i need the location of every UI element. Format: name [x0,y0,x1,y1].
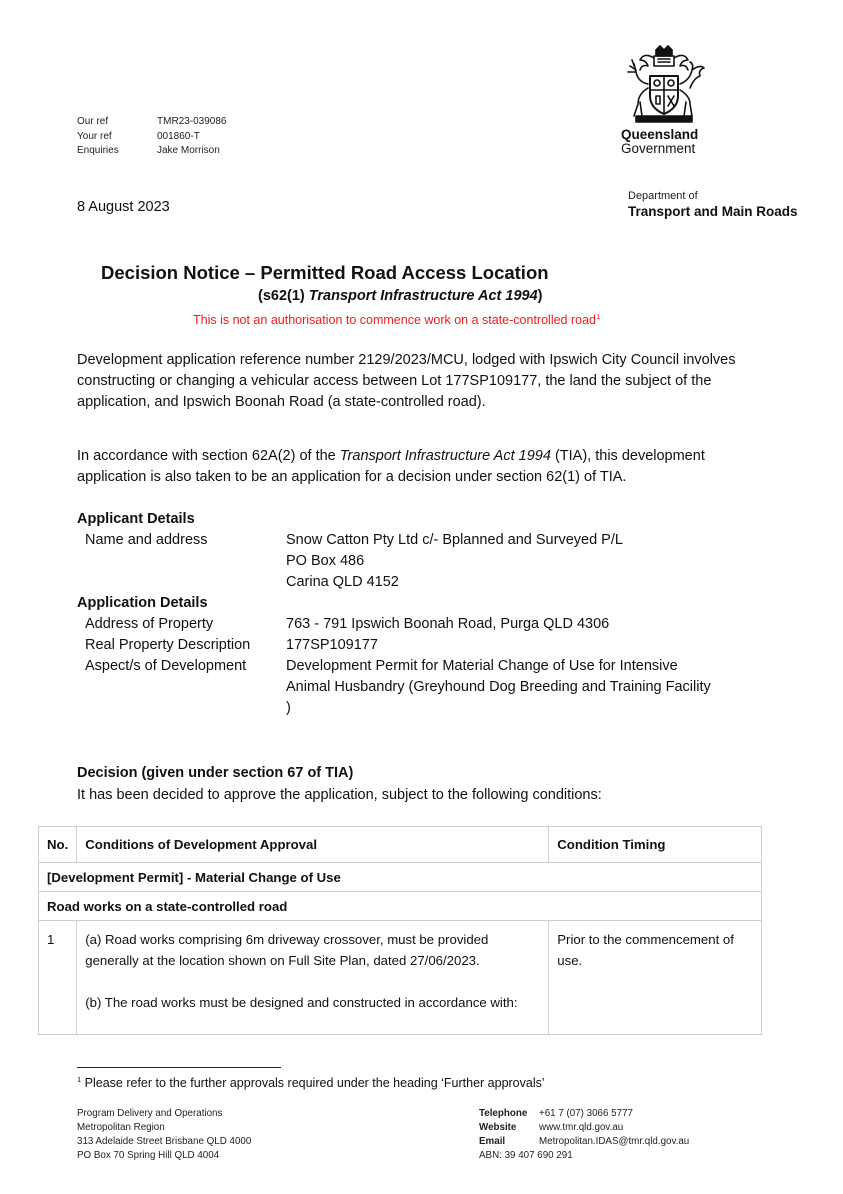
details-section [77,509,777,719]
property-address-value: 763 - 791 Ipswich Boonah Road, Purga QLD 4306 [286,616,610,632]
queensland-coat-of-arms-icon [620,44,708,126]
applicant-name-label: Name and address [85,532,208,548]
accordance-paragraph [77,446,777,488]
your-ref-row [77,130,226,145]
footnote-divider [77,1067,281,1068]
footer-address-line: Program Delivery and Operations [77,1108,223,1119]
property-address-label: Address of Property [85,616,214,632]
footer-address [77,1107,251,1163]
our-ref-label: Our ref [77,116,109,127]
enquiries-label: Enquiries [77,145,119,156]
subtitle-act: Transport Infrastructure Act 1994 [308,288,538,304]
applicant-line: Snow Catton Pty Ltd c/- Bplanned and Surveyed P/L [286,532,623,548]
table-row [39,921,762,1035]
logo-line-queensland: Queensland [621,127,699,142]
footer-contacts [479,1107,689,1163]
header-no: No. [39,827,77,863]
real-property-label: Real Property Description [85,637,251,653]
our-ref-value: TMR23-039086 [157,116,227,127]
page-title: Decision Notice – Permitted Road Access Location [101,262,549,283]
logo-line-government: Government [621,141,696,156]
real-property-value: 177SP109177 [286,637,378,653]
queensland-government-logo [620,44,712,156]
aspect-label: Aspect/s of Development [85,658,247,674]
table-header-row [39,827,762,863]
p2-act: Transport Infrastructure Act 1994 [339,448,551,464]
applicant-line: PO Box 486 [286,553,365,569]
table-section-row [39,892,762,921]
telephone-value: +61 7 (07) 3066 5777 [539,1108,633,1119]
footnote-text: Please refer to the further approvals required under the heading ‘Further approvals’ [81,1076,545,1091]
our-ref-row [77,115,226,130]
email-row [479,1135,689,1149]
decision-text: It has been decided to approve the application, subject to the following conditions: [77,787,602,803]
subtitle-suffix: ) [537,288,543,304]
telephone-row [479,1107,689,1121]
conditions-table [38,826,762,1035]
table-section-row [39,863,762,892]
condition-b: (b) The road works must be designed and constructed in accordance with: [85,995,518,1010]
reference-block [77,115,226,159]
spacer [85,971,540,992]
real-property-row [77,635,777,656]
department-block [628,190,798,221]
warning-notice [193,312,600,327]
telephone-label: Telephone [479,1108,528,1119]
department-prefix: Department of [628,190,698,202]
footnote-marker: 1 [77,1075,82,1084]
applicant-line: Carina QLD 4152 [286,574,399,590]
letter-date: 8 August 2023 [77,199,170,215]
enquiries-row [77,144,226,159]
your-ref-label: Your ref [77,130,112,142]
department-name: Transport and Main Roads [628,204,798,219]
aspect-row [77,656,777,719]
abn: ABN: 39 407 690 291 [479,1150,573,1161]
application-details-heading: Application Details [77,595,208,611]
header-conditions: Conditions of Development Approval [77,827,549,863]
website-label: Website [479,1122,517,1133]
warning-text: This is not an authorisation to commence work on a state-controlled road [193,313,596,328]
header-timing: Condition Timing [549,827,762,863]
property-address-row [77,614,777,635]
condition-number: 1 [39,921,77,1035]
enquiries-value: Jake Morrison [157,145,220,156]
email-link[interactable]: Metropolitan.IDAS@tmr.qld.gov.au [539,1136,690,1147]
p2-before: In accordance with section 62A(2) of the [77,448,340,464]
applicant-name-value [286,530,777,593]
footer-address-line: Metropolitan Region [77,1122,165,1133]
condition-text [77,921,549,1035]
aspect-value: Development Permit for Material Change of Use for Intensive Animal Husbandry (Greyhound Dog Breeding and Training Facility ) [286,658,711,716]
section-development-permit: [Development Permit] - Material Change of Use [39,863,762,892]
footer-address-line: PO Box 70 Spring Hill QLD 4004 [77,1150,220,1161]
subtitle-prefix: (s62(1) [258,288,309,304]
page-subtitle [258,288,542,304]
condition-a: (a) Road works comprising 6m driveway crossover, must be provided generally at the location shown on Full Site Plan, dated 27/06/2023. [85,932,489,968]
applicant-details-heading: Applicant Details [77,511,195,527]
footnote [77,1075,545,1090]
section-road-works: Road works on a state-controlled road [39,892,762,921]
footer-address-line: 313 Adelaide Street Brisbane QLD 4000 [77,1136,252,1147]
email-label: Email [479,1136,506,1147]
intro-paragraph: Development application reference number 2129/2023/MCU, lodged with Ipswich City Council involves constructing or changing a vehicular access between Lot 177SP109177, the land the subject of the application, and Ipswich Boonah Road (a state-controlled road). [77,352,736,410]
p2-after: (TIA), this development application is also taken to be an application for a decision under section 62(1) of TIA. [77,448,705,485]
condition-timing: Prior to the commencement of use. [549,921,762,1035]
website-row [479,1121,689,1135]
applicant-name-row [77,530,777,593]
website-link[interactable]: www.tmr.qld.gov.au [539,1122,624,1133]
decision-heading: Decision (given under section 67 of TIA) [77,765,354,781]
your-ref-value: 001860-T [157,130,200,142]
footnote-ref: 1 [596,312,601,321]
